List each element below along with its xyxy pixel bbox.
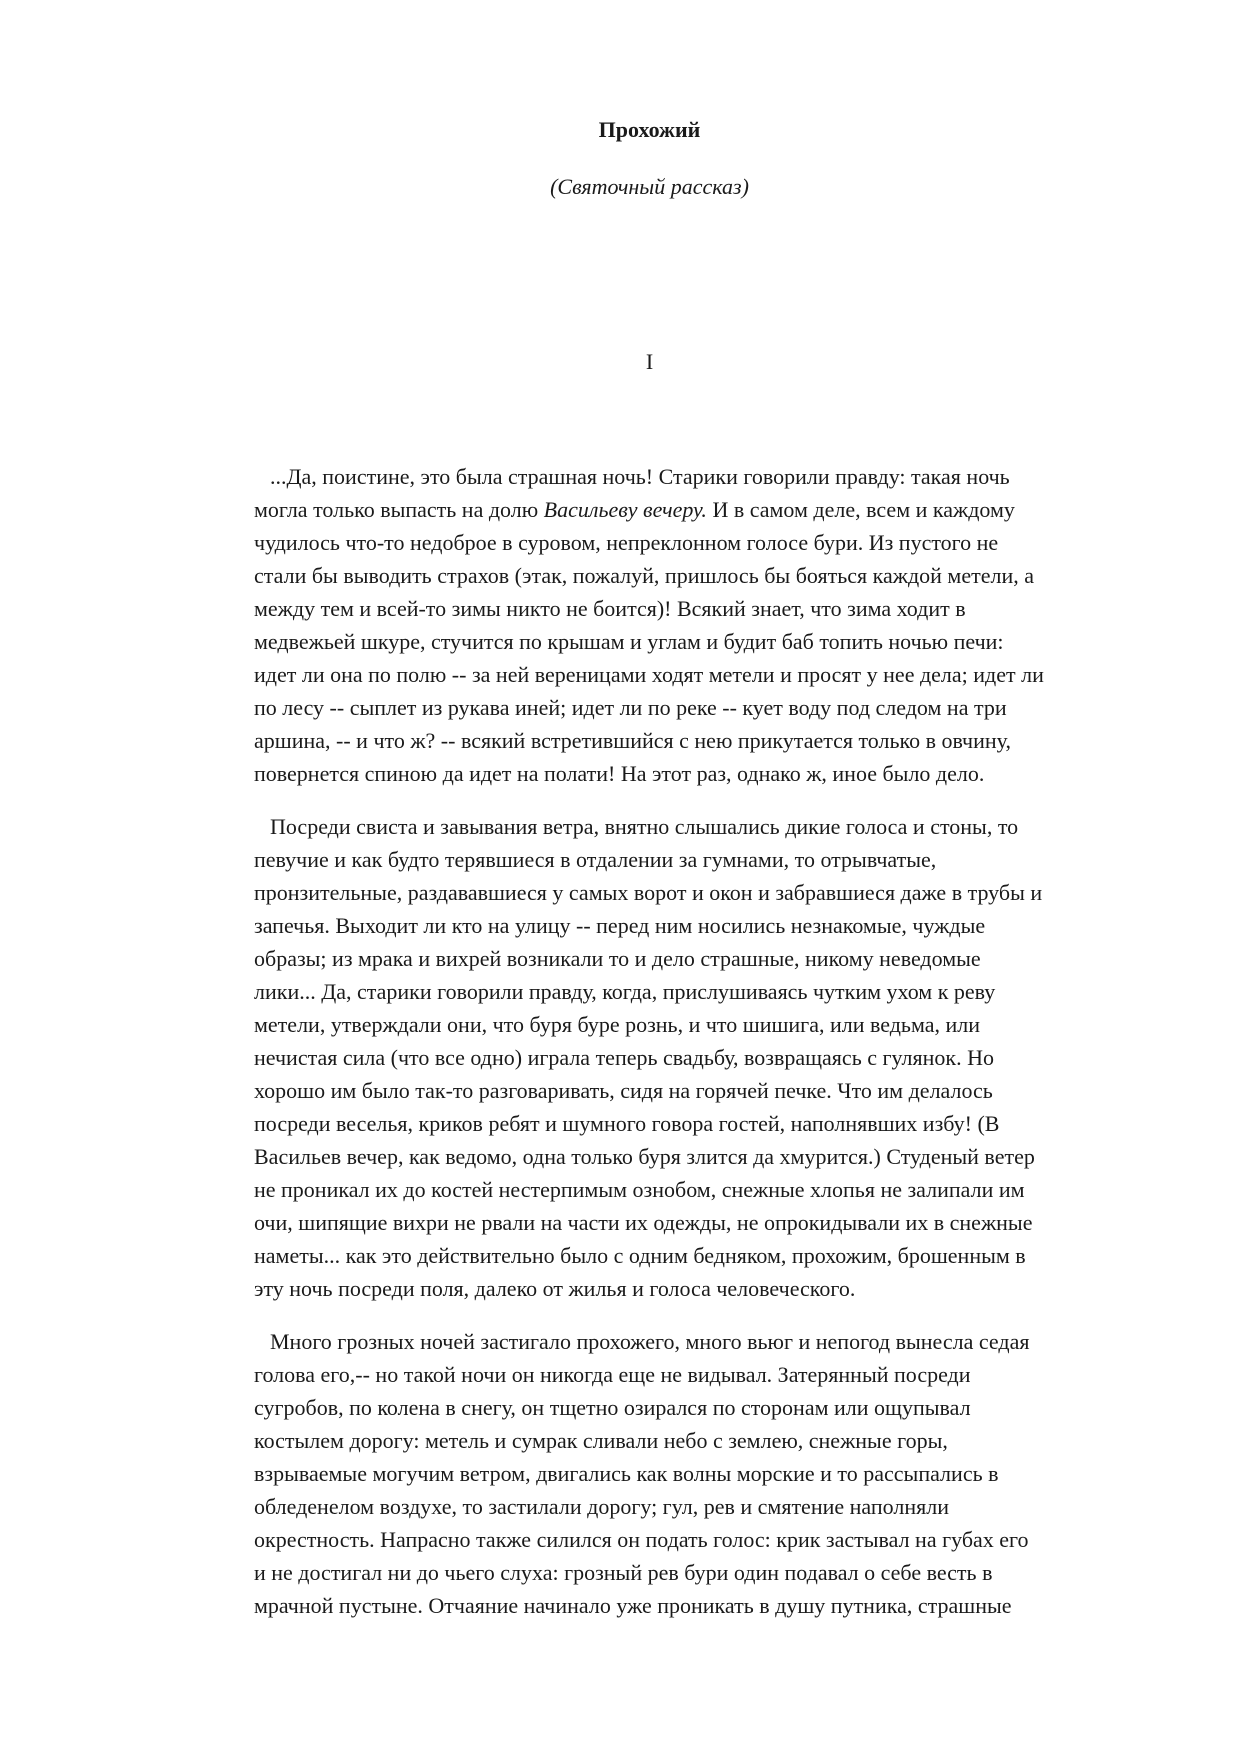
- story-subtitle: (Святочный рассказ): [550, 174, 749, 199]
- paragraph-1-italic: Васильеву вечеру.: [543, 497, 707, 522]
- story-title: Прохожий: [598, 117, 701, 142]
- chapter-number: I: [645, 349, 654, 374]
- story-body: [254, 460, 1159, 1642]
- paragraph-1-start: ...Да, поистине, это была страшная ночь! Старики говорили правду: такая ночь могла только выпасть на долю: [254, 464, 1010, 522]
- paragraph-3: Много грозных ночей застигало прохожего, много вьюг и непогод вынесла седая голова его,-- но такой ночи он никогда еще не видывал. Затерянный посреди сугробов, по колена в снегу, он тщетно озирался по сторонам или ощупывал костылем дорогу: метель и сумрак сливали небо с землею, снежные горы, взрываемые могучим ветром, двигались как волны морские и то рассыпались в обледенелом воздухе, то застилали дорогу; гул, рев и смятение наполняли окрестность. Напрасно также силился он подать голос: крик застывал на губах его и не достигал ни до чьего слуха: грозный рев бури один подавал о себе весть в мрачной пустыне. Отчаяние начинало уже проникать в душу путника, страшные: [254, 1329, 1030, 1618]
- paragraph-2: Посреди свиста и завывания ветра, внятно слышались дикие голоса и стоны, то певучие и как будто терявшиеся в отдалении за гумнами, то отрывчатые, пронзительные, раздававшиеся у самых ворот и окон и забравшиеся даже в трубы и запечья. Выходит ли кто на улицу -- перед ним носились незнакомые, чуждые образы; из мрака и вихрей возникали то и дело страшные, никому неведомые лики... Да, старики говорили правду, когда, прислушиваясь чутким ухом к реву метели, утверждали они, что буря буре рознь, и что шишига, или ведьма, или нечистая сила (что все одно) играла теперь свадьбу, возвращаясь с гулянок. Но хорошо им было так-то разговаривать, сидя на горячей печке. Что им делалось посреди веселья, криков ребят и шумного говора гостей, наполнявших избу! (В Васильев вечер, как ведомо, одна только буря злится да хмурится.) Студеный ветер не проникал их до костей нестерпимым ознобом, снежные хлопья не залипали им очи, шипящие вихри не рвали на части их одежды, не опрокидывали их в снежные наметы... как это действительно было с одним бедняком, прохожим, брошенным в эту ночь посреди поля, далеко от жилья и голоса человеческого.: [254, 814, 1043, 1301]
- paragraph-1: [254, 460, 1159, 790]
- paragraph-1-end: И в самом деле, всем и каждому чудилось что-то недоброе в суровом, непреклонном голосе бури. Из пустого не стали бы выводить страхов (этак, пожалуй, пришлось бы бояться каждой метели, а между тем и всей-то зимы никто не боится)! Всякий знает, что зима ходит в медвежьей шкуре, стучится по крышам и углам и будит баб топить ночью печи: идет ли она по полю -- за ней вереницами ходят метели и просят у нее дела; идет ли по лесу -- сыплет из рукава иней; идет ли по реке -- кует воду под следом на три аршина, -- и что ж? -- всякий встретившийся с нею прикутается только в овчину, повернется спиною да идет на полати! На этот раз, однако ж, иное было дело.: [254, 497, 1044, 786]
